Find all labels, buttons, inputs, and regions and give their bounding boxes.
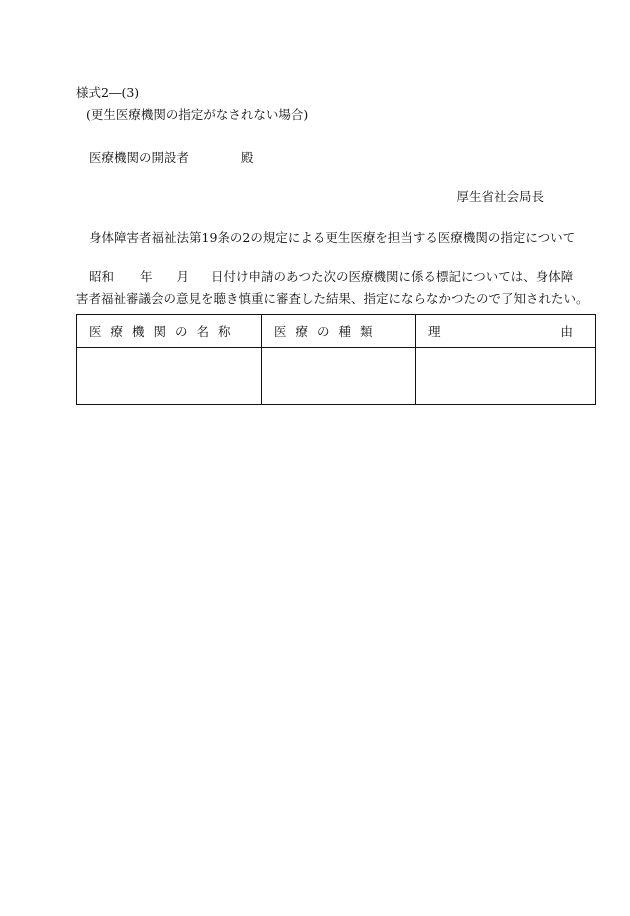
results-table [76,314,596,405]
addressee-recipient: 医療機関の開設者 [89,150,190,165]
cell-facility-name [77,348,262,405]
table-header-row [77,315,596,348]
header-reason-right: 由 [560,324,573,339]
document-title: 身体障害者福祉法第19条の2の規定による更生医療を担当する医療機関の指定について [89,230,576,245]
body-paragraph-line2: 害者福祉審議会の意見を聴き慎重に審査した結果、指定にならなかつたので了知されたい。 [76,291,589,306]
table-row [77,348,596,405]
addressee-line [89,150,254,166]
cell-reason [416,348,596,405]
date-month-label: 月 [176,269,190,284]
addressee-honorific: 殿 [241,150,254,165]
date-year-label: 年 [140,269,153,284]
body-paragraph-line1 [89,269,573,285]
header-facility-name: 医療機関の名称 [77,315,262,348]
header-medical-type: 医療の種類 [262,315,416,348]
date-era: 昭和 [89,269,115,284]
body-line1-text: 日付け申請のあつた次の医療機関に係る標記については、身体障 [211,269,574,284]
form-subtitle: (更生医療機関の指定がなされない場合) [86,107,309,122]
sender-title: 厚生省社会局長 [456,189,544,204]
form-number: 様式2―(3) [76,85,140,100]
header-reason-left: 理 [428,324,441,339]
header-reason [416,315,596,348]
cell-medical-type [262,348,416,405]
